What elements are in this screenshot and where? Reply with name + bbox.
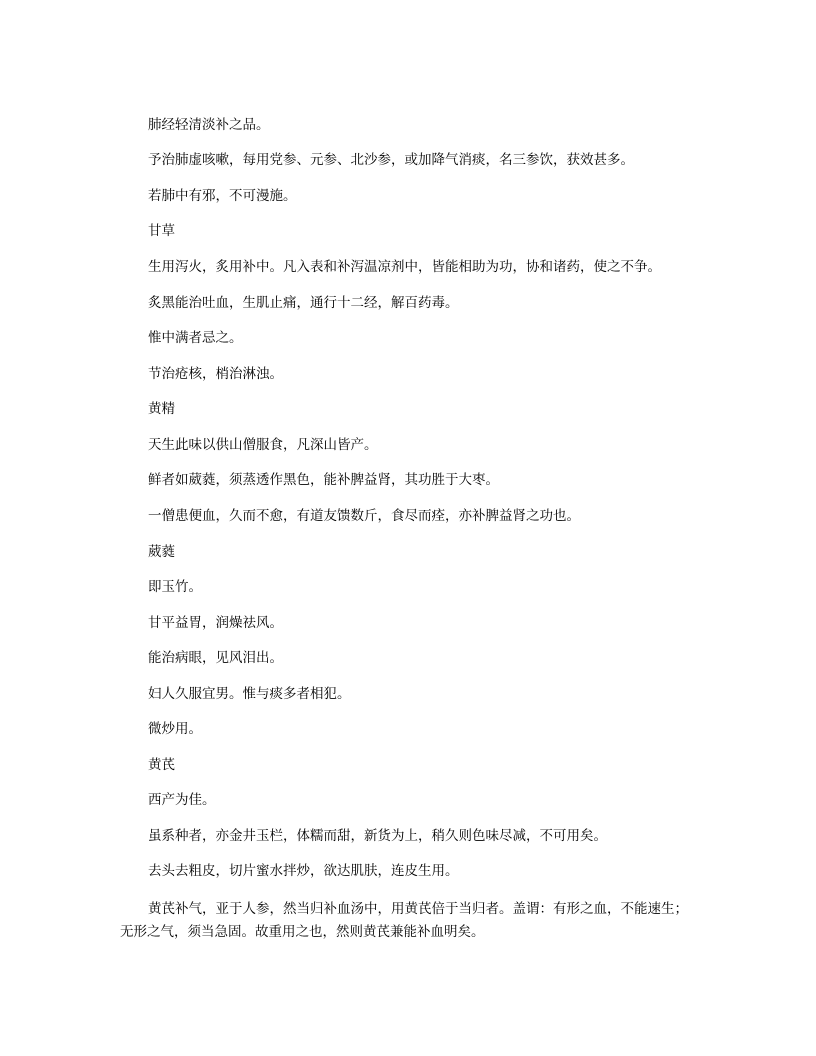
section-heading: 黄芪	[148, 757, 175, 773]
section-heading: 葳蕤	[148, 544, 175, 560]
paragraph: 天生此味以供山僧服食，凡深山皆产。	[148, 437, 378, 453]
paragraph: 西产为佳。	[148, 792, 216, 808]
paragraph: 鲜者如葳蕤，须蒸透作黑色，能补脾益肾，其功胜于大枣。	[148, 472, 499, 488]
paragraph: 肺经轻清淡补之品。	[148, 117, 270, 133]
paragraph: 惟中满者忌之。	[148, 330, 243, 346]
paragraph: 一僧患便血，久而不愈，有道友馈数斤，食尽而痊，亦补脾益肾之功也。	[148, 508, 580, 524]
paragraph: 微炒用。	[148, 721, 202, 737]
paragraph: 予治肺虚咳嗽，每用党参、元参、北沙参，或加降气消痰，名三参饮，获效甚多。	[148, 152, 634, 168]
paragraph: 去头去粗皮，切片蜜水拌炒，欲达肌肤，连皮生用。	[148, 863, 459, 879]
paragraph: 虽系种者，亦金井玉栏，体糯而甜，新货为上，稍久则色味尽减，不可用矣。	[148, 828, 607, 844]
paragraph: 甘平益胃，润燥祛风。	[148, 615, 283, 631]
paragraph: 炙黑能治吐血，生肌止痛，通行十二经，解百药毒。	[148, 295, 459, 311]
paragraph: 节治疮核，梢治淋浊。	[148, 366, 283, 382]
paragraph: 生用泻火，炙用补中。凡入表和补泻温凉剂中，皆能相助为功，协和诸药，使之不争。	[148, 259, 661, 275]
paragraph: 即玉竹。	[148, 579, 202, 595]
section-heading: 甘草	[148, 223, 175, 239]
paragraph: 能治病眼，见风泪出。	[148, 650, 283, 666]
paragraph: 妇人久服宜男。惟与痰多者相犯。	[148, 686, 351, 702]
paragraph: 若肺中有邪，不可漫施。	[148, 188, 297, 204]
paragraph-wrapped: 黄芪补气，亚于人参，然当归补血汤中，用黄芪倍于当归者。盖谓：有形之血，不能速生；无形之气，须当急固。故重用之也，然则黄芪兼能补血明矣。	[120, 901, 688, 940]
section-heading: 黄精	[148, 401, 175, 417]
